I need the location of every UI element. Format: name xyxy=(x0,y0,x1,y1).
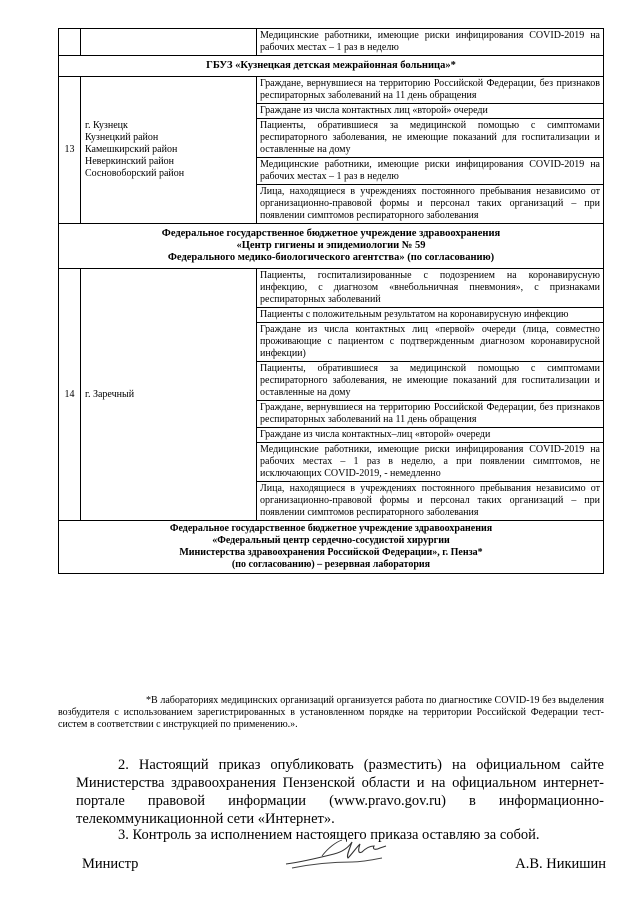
category-cell: Граждане, вернувшиеся на территорию Российской Федерации, без признаков респираторных заболеваний на 11 день обращения xyxy=(257,77,604,104)
category-cell: Пациенты, госпитализированные с подозрением на коронавирусную инфекцию, с диагнозом «внебольничная пневмония», с признаками респираторных заболеваний xyxy=(257,269,604,308)
org-header-line: Федерального медико-биологического агентства» (по согласованию) xyxy=(167,252,495,263)
org-header-line: (по согласованию) – резервная лаборатория xyxy=(231,559,431,570)
footnote: *В лабораториях медицинских организаций организуется работа по диагностике COVID-19 без выделения возбудителя с использованием зарегистрированных в установленном порядке на территории Российской Федерации тест-систем в соответствии с инструкцией по применению.». xyxy=(58,695,604,730)
category-cell: Граждане из числа контактных–лиц «второй» очереди xyxy=(257,428,604,443)
org-header-line: «Федеральный центр сердечно-сосудистой хирургии xyxy=(212,535,450,546)
org-header-line: Министерства здравоохранения Российской Федерации», г. Пенза* xyxy=(179,547,483,558)
org-header: ГБУЗ «Кузнецкая детская межрайонная больница»* xyxy=(59,56,604,77)
table-row xyxy=(59,77,604,104)
category-cell: Медицинские работники, имеющие риски инфицирования COVID-2019 на рабочих местах – 1 раз в неделю xyxy=(257,29,604,56)
handwritten-signature xyxy=(282,834,392,876)
org-header-line: Федеральное государственное бюджетное учреждение здравоохранения xyxy=(161,228,501,239)
paragraph-2: 2. Настоящий приказ опубликовать (разместить) на официальном сайте Министерства здравоохранения Пензенской области и на официальном интернет-портале правовой информации (www.pravo.gov.ru) в информационно-телекоммуникационной сети «Интернет». xyxy=(76,757,604,827)
org-header xyxy=(59,224,604,269)
org-header xyxy=(59,521,604,574)
table-row xyxy=(59,269,604,308)
area-name: г. Кузнецк xyxy=(85,120,128,131)
area-cell xyxy=(81,269,257,521)
row-number: 14 xyxy=(59,269,81,521)
org-header-row xyxy=(59,521,604,574)
category-cell: Граждане из числа контактных лиц «второй» очереди xyxy=(257,104,604,119)
org-header-line: Федеральное государственное бюджетное учреждение здравоохранения xyxy=(169,523,493,534)
area-name: Сосновоборский район xyxy=(85,168,185,179)
labs-table xyxy=(58,28,604,574)
area-cell xyxy=(81,77,257,224)
category-cell: Лица, находящиеся в учреждениях постоянного пребывания независимо от организационно-правовой формы и персонал таких организаций – при появлении симптомов респираторного заболевания xyxy=(257,185,604,224)
table-row xyxy=(59,29,604,56)
row-number: 13 xyxy=(59,77,81,224)
category-cell: Пациенты с положительным результатом на коронавирусную инфекцию xyxy=(257,308,604,323)
area-name: Камешкирский район xyxy=(85,144,178,155)
signer-position: Министр xyxy=(82,856,139,872)
category-cell: Граждане, вернувшиеся на территорию Российской Федерации, без признаков респираторных заболеваний на 11 день обращения xyxy=(257,401,604,428)
category-cell: Граждане из числа контактных лиц «первой» очереди (лица, совместно проживающие с пациентом с подтвержденным диагнозом коронавирусной инфекции) xyxy=(257,323,604,362)
category-cell: Пациенты, обратившиеся за медицинской помощью с симптомами респираторного заболевания, не имеющие показаний для госпитализации и оставленные на дому xyxy=(257,119,604,158)
category-cell: Лица, находящиеся в учреждениях постоянного пребывания независимо от организационно-правовой формы и персонал таких организаций – при появлении симптомов респираторного заболевания xyxy=(257,482,604,521)
org-header-line: «Центр гигиены и эпидемиологии № 59 xyxy=(236,240,426,251)
category-cell: Медицинские работники, имеющие риски инфицирования COVID-2019 на рабочих местах – 1 раз в неделю xyxy=(257,158,604,185)
org-header-row xyxy=(59,56,604,77)
org-header-row xyxy=(59,224,604,269)
signer-name: А.В. Никишин xyxy=(515,856,606,872)
paragraph-3: 3. Контроль за исполнением настоящего приказа оставляю за собой. xyxy=(118,827,540,843)
category-cell: Пациенты, обратившиеся за медицинской помощью с симптомами респираторного заболевания, не имеющие показаний для госпитализации и оставленные на дому xyxy=(257,362,604,401)
area-name: Кузнецкий район xyxy=(85,132,159,143)
category-cell: Медицинские работники, имеющие риски инфицирования COVID-2019 на рабочих местах – 1 раз в неделю, а при появлении симптомов, не исключающих COVID-2019, - немедленно xyxy=(257,443,604,482)
area-name: Неверкинский район xyxy=(85,156,174,167)
area-name: г. Заречный xyxy=(85,388,135,400)
